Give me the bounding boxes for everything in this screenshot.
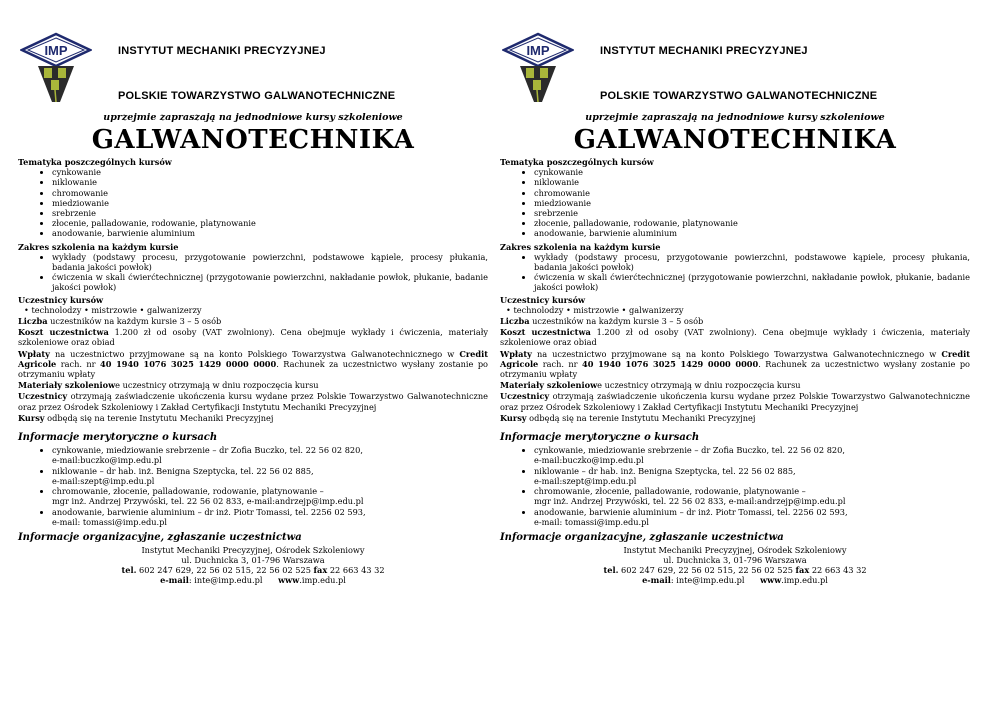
contact-email: e-mail:buczko@imp.edu.pl bbox=[534, 455, 644, 466]
count-line bbox=[18, 316, 488, 326]
payment-line bbox=[500, 349, 970, 380]
venue-text: odbędą się na terenie Instytutu Mechaniki Precyzyjnej bbox=[526, 412, 756, 423]
contact-line: chromowanie, złocenie, palladowanie, rodowanie, platynowanie – bbox=[534, 486, 806, 497]
invite-line: uprzejmie zapraszają na jednodniowe kursy szkoleniowe bbox=[585, 112, 885, 123]
list-item bbox=[534, 445, 970, 465]
list-item: • złocenie, palladowanie, rodowanie, platynowanie bbox=[534, 218, 970, 228]
list-item: • chromowanie bbox=[52, 188, 488, 198]
email-value: : inte@imp.edu.pl bbox=[188, 575, 263, 586]
imp-logo-icon bbox=[20, 28, 92, 106]
certificate-text: otrzymają zaświadczenie ukończenia kursu wydane przez Polskie Towarzystwo Galwanotechniczne oraz przez Ośrodek Szkoleniowy i Zakład Certyfikacji Instytutu Mechaniki Precyzyjnej bbox=[18, 391, 488, 412]
list-item: • wykłady (podstawy procesu, przygotowanie powierzchni, podstawowe kąpiele, procesy płukania, badania jakości powłok) bbox=[534, 252, 970, 272]
list-item bbox=[52, 507, 488, 527]
fax-value: 22 663 43 32 bbox=[327, 565, 385, 576]
org-email-line bbox=[500, 575, 970, 585]
payment-text: rach. nr bbox=[56, 358, 101, 369]
list-item: • cynkowanie bbox=[52, 167, 488, 177]
org-line: ul. Duchnicka 3, 01-796 Warszawa bbox=[663, 555, 807, 566]
tel-label: tel. bbox=[121, 565, 137, 576]
org-address bbox=[500, 545, 970, 585]
scope-heading: Zakres szkolenia na każdym kursie bbox=[18, 241, 179, 252]
participant-item: mistrzowie bbox=[573, 304, 619, 315]
participants-heading: Uczestnicy kursów bbox=[18, 294, 104, 305]
participant-item: technolodzy bbox=[513, 304, 564, 315]
account-number: 40 1940 1076 3025 1429 0000 0000 bbox=[582, 358, 759, 369]
org-phone-line bbox=[500, 565, 970, 575]
materials-label: Materiały szkoleniow bbox=[18, 380, 116, 391]
fax-value: 22 663 43 32 bbox=[809, 565, 867, 576]
participant-item: mistrzowie bbox=[91, 304, 137, 315]
cost-line bbox=[500, 327, 970, 347]
list-item: • miedziowanie bbox=[534, 198, 970, 208]
bank-name: Credit Agricole bbox=[500, 348, 970, 369]
org-heading: Informacje organizacyjne, zgłaszanie uczestnictwa bbox=[18, 531, 302, 543]
www-value: .imp.edu.pl bbox=[781, 575, 828, 586]
email-value: : inte@imp.edu.pl bbox=[670, 575, 745, 586]
materials-line bbox=[18, 380, 488, 390]
org-heading: Informacje organizacyjne, zgłaszanie uczestnictwa bbox=[500, 531, 784, 543]
venue-text: odbędą się na terenie Instytutu Mechaniki Precyzyjnej bbox=[44, 412, 274, 423]
cost-text: 1.200 zł od osoby (VAT zwolniony). Cena obejmuje wykłady i ćwiczenia, materiały szkoleniowe oraz obiad bbox=[500, 327, 970, 348]
certificate-label: Uczestnicy bbox=[500, 391, 550, 402]
certificate-text: otrzymają zaświadczenie ukończenia kursu wydane przez Polskie Towarzystwo Galwanotechniczne oraz przez Ośrodek Szkoleniowy i Zakład Certyfikacji Instytutu Mechaniki Precyzyjnej bbox=[500, 391, 970, 412]
payment-line bbox=[18, 349, 488, 380]
list-item: • cynkowanie bbox=[534, 167, 970, 177]
flyer-page-left bbox=[18, 0, 488, 702]
count-text: uczestników na każdym kursie 3 – 5 osób bbox=[47, 316, 222, 327]
payment-text: na uczestnictwo przyjmowane są na konto Polskiego Towarzystwa Galwanotechnicznego w bbox=[531, 348, 942, 359]
invite-line: uprzejmie zapraszają na jednodniowe kursy szkoleniowe bbox=[103, 112, 403, 123]
contact-line: anodowanie, barwienie aluminium – dr inż. Piotr Tomassi, tel. 2256 02 593, bbox=[534, 506, 848, 517]
org-email-line bbox=[18, 575, 488, 585]
payment-label: Wpłaty bbox=[18, 348, 50, 359]
flyer-page-right bbox=[500, 0, 970, 702]
contact-line: niklowanie – dr hab. inż. Benigna Szeptycka, tel. 22 56 02 885, bbox=[52, 465, 314, 476]
topics-heading: Tematyka poszczególnych kursów bbox=[18, 157, 172, 167]
flyer-content bbox=[500, 157, 970, 585]
fax-label: fax bbox=[795, 565, 810, 576]
participants-heading: Uczestnicy kursów bbox=[500, 294, 586, 305]
bank-name: Credit Agricole bbox=[18, 348, 488, 369]
certificate-line bbox=[18, 391, 488, 411]
logo-text: IMP bbox=[44, 43, 68, 58]
count-label: Liczba bbox=[18, 316, 48, 327]
list-item: • ćwiczenia w skali ćwierćtechnicznej (przygotowanie powierzchni, nakładanie powłok, płukanie, badanie jakości powłok) bbox=[52, 272, 488, 292]
cost-label: Koszt uczestnictwa bbox=[500, 327, 591, 338]
list-item: • chromowanie bbox=[534, 188, 970, 198]
list-item bbox=[534, 507, 970, 527]
tel-value: 602 247 629, 22 56 02 515, 22 56 02 525 bbox=[136, 565, 314, 576]
venue-label: Kursy bbox=[500, 412, 527, 423]
flyer-content bbox=[18, 157, 488, 585]
cost-line bbox=[18, 327, 488, 347]
list-item: • anodowanie, barwienie aluminium bbox=[534, 228, 970, 238]
list-item bbox=[52, 445, 488, 465]
list-item: • niklowanie bbox=[52, 177, 488, 187]
email-label: e-mail bbox=[642, 575, 671, 586]
tel-value: 602 247 629, 22 56 02 515, 22 56 02 525 bbox=[618, 565, 796, 576]
merit-list bbox=[500, 445, 970, 527]
contact-line: cynkowanie, miedziowanie srebrzenie – dr Zofia Buczko, tel. 22 56 02 820, bbox=[534, 445, 845, 456]
topics-list bbox=[500, 167, 970, 238]
topics-heading: Tematyka poszczególnych kursów bbox=[500, 157, 654, 167]
payment-text: . Rachunek za uczestnictwo wysłany zostanie po otrzymaniu wpłaty bbox=[18, 358, 488, 380]
flyer-header bbox=[18, 0, 488, 112]
org-line: Instytut Mechaniki Precyzyjnej, Ośrodek Szkoleniowy bbox=[623, 545, 847, 556]
cost-label: Koszt uczestnictwa bbox=[18, 327, 109, 338]
list-item bbox=[52, 466, 488, 486]
institute-name: INSTYTUT MECHANIKI PRECYZYJNEJ bbox=[118, 45, 326, 57]
list-item: • wykłady (podstawy procesu, przygotowanie powierzchni, podstawowe kąpiele, procesy płukania, badania jakości powłok) bbox=[52, 252, 488, 272]
flyer-header bbox=[500, 0, 970, 112]
org-address bbox=[18, 545, 488, 585]
contact-email: e-mail:szept@imp.edu.pl bbox=[52, 475, 155, 486]
contact-line: chromowanie, złocenie, palladowanie, rodowanie, platynowanie – bbox=[52, 486, 324, 497]
list-item: • ćwiczenia w skali ćwierćtechnicznej (przygotowanie powierzchni, nakładanie powłok, płukanie, badanie jakości powłok) bbox=[534, 272, 970, 292]
org-line: ul. Duchnicka 3, 01-796 Warszawa bbox=[181, 555, 325, 566]
count-line bbox=[500, 316, 970, 326]
materials-text: e uczestnicy otrzymają w dniu rozpoczęcia kursu bbox=[115, 380, 319, 391]
institute-name: INSTYTUT MECHANIKI PRECYZYJNEJ bbox=[600, 45, 808, 57]
main-title: GALWANOTECHNIKA bbox=[573, 125, 897, 155]
materials-label: Materiały szkoleniow bbox=[500, 380, 598, 391]
org-phone-line bbox=[18, 565, 488, 575]
list-item bbox=[534, 486, 970, 506]
certificate-line bbox=[500, 391, 970, 411]
topics-list bbox=[18, 167, 488, 238]
www-label: www bbox=[278, 575, 300, 586]
count-label: Liczba bbox=[500, 316, 530, 327]
list-item bbox=[534, 466, 970, 486]
materials-line bbox=[500, 380, 970, 390]
list-item: • miedziowanie bbox=[52, 198, 488, 208]
certificate-label: Uczestnicy bbox=[18, 391, 68, 402]
payment-text: . Rachunek za uczestnictwo wysłany zostanie po otrzymaniu wpłaty bbox=[500, 358, 970, 380]
list-item: • niklowanie bbox=[534, 177, 970, 187]
main-title: GALWANOTECHNIKA bbox=[91, 125, 415, 155]
scope-list bbox=[18, 252, 488, 293]
participant-item: technolodzy bbox=[31, 304, 82, 315]
cost-text: 1.200 zł od osoby (VAT zwolniony). Cena obejmuje wykłady i ćwiczenia, materiały szkoleniowe oraz obiad bbox=[18, 327, 488, 348]
account-number: 40 1940 1076 3025 1429 0000 0000 bbox=[100, 358, 277, 369]
fax-label: fax bbox=[313, 565, 328, 576]
materials-text: e uczestnicy otrzymają w dniu rozpoczęcia kursu bbox=[597, 380, 801, 391]
imp-logo-icon bbox=[502, 28, 574, 106]
scope-list bbox=[500, 252, 970, 293]
list-item: • złocenie, palladowanie, rodowanie, platynowanie bbox=[52, 218, 488, 228]
venue-label: Kursy bbox=[18, 412, 45, 423]
count-text: uczestników na każdym kursie 3 – 5 osób bbox=[529, 316, 704, 327]
scope-heading: Zakres szkolenia na każdym kursie bbox=[500, 241, 661, 252]
list-item: • anodowanie, barwienie aluminium bbox=[52, 228, 488, 238]
logo-text: IMP bbox=[526, 43, 550, 58]
society-name: POLSKIE TOWARZYSTWO GALWANOTECHNICZNE bbox=[600, 90, 878, 102]
participant-item: galwanizerzy bbox=[628, 304, 684, 315]
contact-email: e-mail: tomassi@imp.edu.pl bbox=[52, 516, 167, 527]
list-item: • srebrzenie bbox=[52, 208, 488, 218]
list-item bbox=[52, 486, 488, 506]
contact-line: niklowanie – dr hab. inż. Benigna Szeptycka, tel. 22 56 02 885, bbox=[534, 465, 796, 476]
merit-heading: Informacje merytoryczne o kursach bbox=[500, 432, 700, 444]
venue-line bbox=[500, 413, 970, 423]
email-label: e-mail bbox=[160, 575, 189, 586]
merit-list bbox=[18, 445, 488, 527]
venue-line bbox=[18, 413, 488, 423]
society-name: POLSKIE TOWARZYSTWO GALWANOTECHNICZNE bbox=[118, 90, 396, 102]
contact-line: anodowanie, barwienie aluminium – dr inż. Piotr Tomassi, tel. 2256 02 593, bbox=[52, 506, 366, 517]
contact-email: e-mail:szept@imp.edu.pl bbox=[534, 475, 637, 486]
payment-text: na uczestnictwo przyjmowane są na konto Polskiego Towarzystwa Galwanotechnicznego w bbox=[49, 348, 460, 359]
list-item: • srebrzenie bbox=[534, 208, 970, 218]
payment-label: Wpłaty bbox=[500, 348, 532, 359]
merit-heading: Informacje merytoryczne o kursach bbox=[18, 432, 218, 444]
contact-line: cynkowanie, miedziowanie srebrzenie – dr Zofia Buczko, tel. 22 56 02 820, bbox=[52, 445, 363, 456]
participants-list: • technolodzy • mistrzowie • galwanizerzy bbox=[506, 304, 684, 315]
payment-text: rach. nr bbox=[538, 358, 583, 369]
www-value: .imp.edu.pl bbox=[299, 575, 346, 586]
org-line: Instytut Mechaniki Precyzyjnej, Ośrodek Szkoleniowy bbox=[141, 545, 365, 556]
participants-list: • technolodzy • mistrzowie • galwanizerzy bbox=[24, 304, 202, 315]
contact-email: mgr inż. Andrzej Przywóski, tel. 22 56 02 833, e-mail:andrzejp@imp.edu.pl bbox=[534, 496, 846, 507]
www-label: www bbox=[760, 575, 782, 586]
contact-email: e-mail: tomassi@imp.edu.pl bbox=[534, 516, 649, 527]
tel-label: tel. bbox=[603, 565, 619, 576]
contact-email: mgr inż. Andrzej Przywóski, tel. 22 56 02 833, e-mail:andrzejp@imp.edu.pl bbox=[52, 496, 364, 507]
participant-item: galwanizerzy bbox=[146, 304, 202, 315]
contact-email: e-mail:buczko@imp.edu.pl bbox=[52, 455, 162, 466]
